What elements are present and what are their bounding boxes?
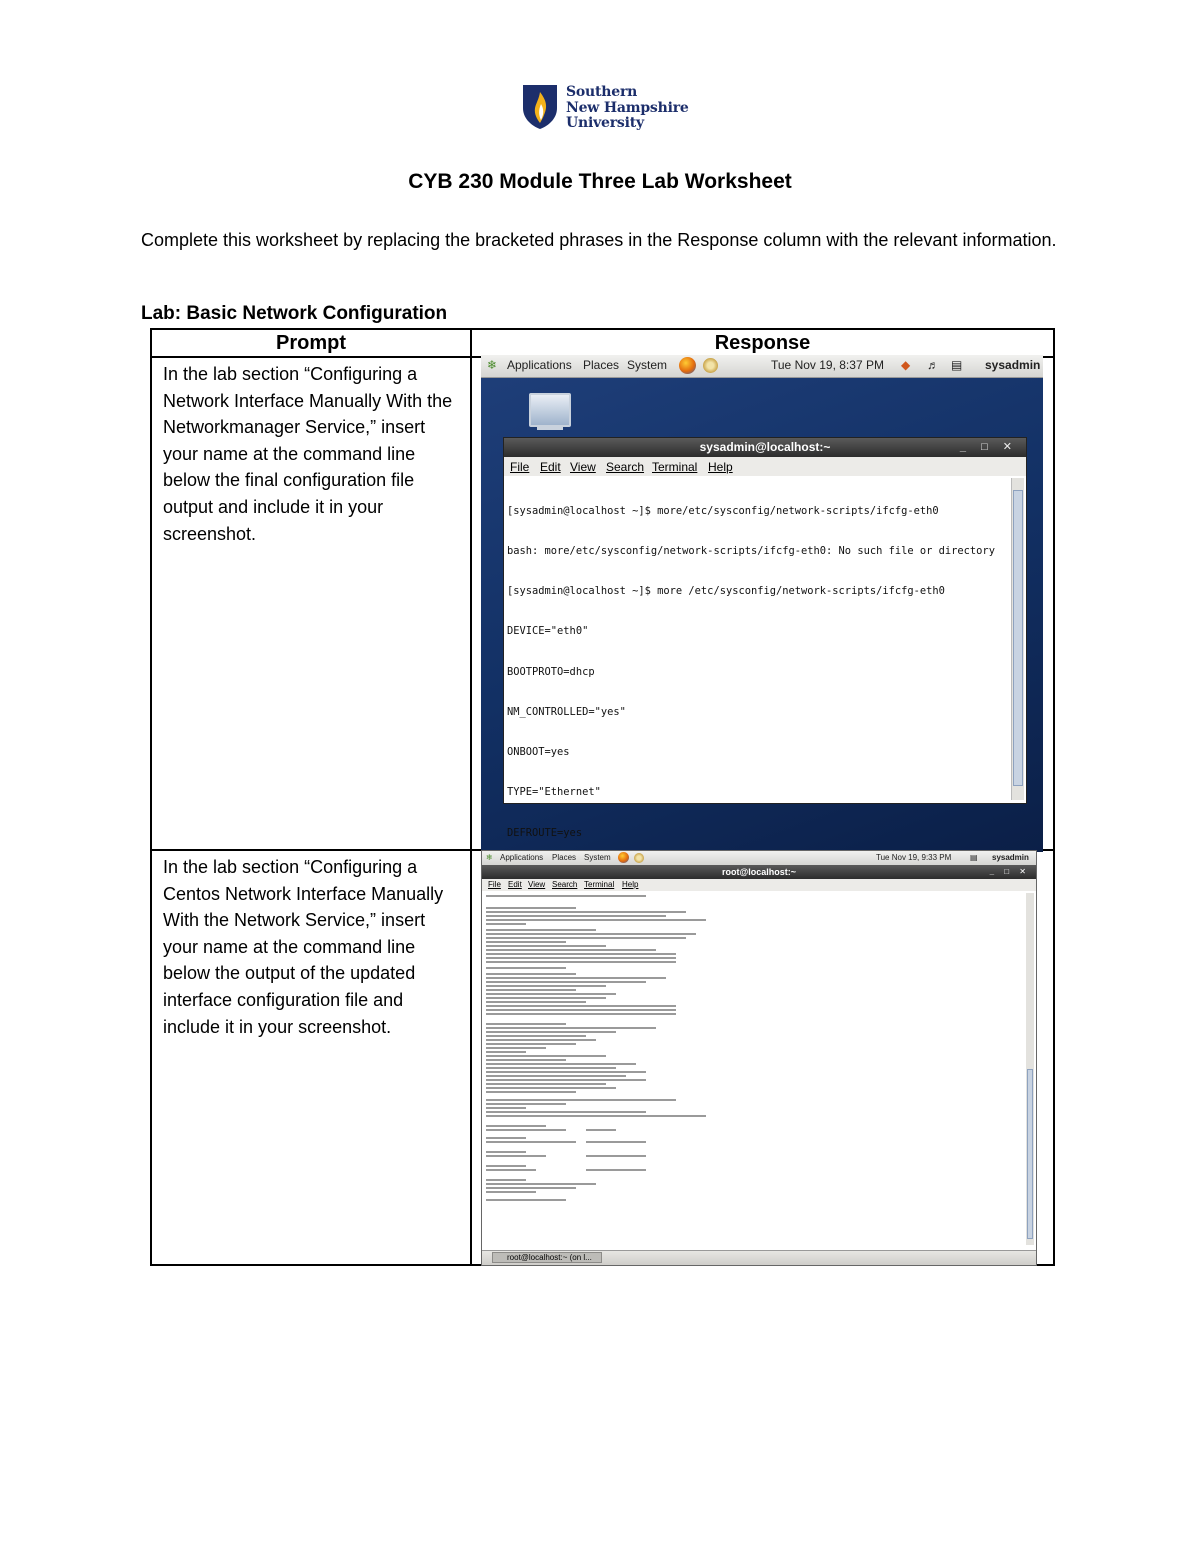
panel-user: sysadmin	[992, 853, 1029, 862]
terminal-line: ONBOOT=yes	[507, 746, 570, 759]
terminal-line: DEVICE="eth0"	[507, 625, 589, 638]
computer-desktop-icon[interactable]	[529, 393, 571, 427]
terminal-window	[503, 437, 1027, 839]
terminal-line: DEFROUTE=yes	[507, 826, 583, 839]
applications-menu[interactable]: Applications	[500, 853, 544, 862]
menu-help[interactable]: Help	[622, 880, 639, 889]
lab-heading: Lab: Basic Network Configuration	[141, 303, 448, 324]
menu-view[interactable]: View	[528, 880, 546, 889]
settings-icon[interactable]	[634, 853, 644, 863]
menu-search[interactable]: Search	[552, 880, 578, 889]
flame-shield-icon	[522, 84, 558, 130]
terminal-title: root@localhost:~	[721, 867, 797, 877]
menu-search[interactable]: Search	[606, 460, 645, 474]
response-column-header: Response	[714, 332, 811, 354]
terminal-scrollbar[interactable]	[1026, 893, 1034, 1245]
prompt-row-1: In the lab section “Configuring a Network Interface Manually With the Networkmanager Service,” insert your name at the command line below the final configuration file output and include it in your screenshot.	[163, 364, 453, 544]
prompt-column-header: Prompt	[276, 332, 346, 354]
window-controls[interactable]: _ □ ✕	[959, 441, 1018, 453]
menu-view[interactable]: View	[570, 460, 596, 474]
column-divider	[470, 330, 472, 1264]
terminal-titlebar	[504, 438, 1026, 457]
update-icon: ◆	[901, 358, 911, 372]
network-icon: ▤	[951, 358, 963, 372]
illegible-text-lines	[486, 893, 1006, 1245]
network-icon: ▤	[970, 853, 978, 862]
logo-line-3: University	[566, 115, 644, 131]
menu-terminal[interactable]: Terminal	[584, 880, 615, 889]
firefox-icon[interactable]	[618, 852, 629, 863]
terminal-line: BOOTPROTO=dhcp	[507, 665, 595, 678]
gnome-bottom-panel	[482, 1250, 1036, 1265]
volume-icon: ♬	[927, 358, 939, 372]
places-menu[interactable]: Places	[583, 358, 620, 372]
terminal-line: [sysadmin@localhost ~]$ more/etc/sysconfig/network-scripts/ifcfg-eth0	[507, 504, 939, 517]
menu-edit[interactable]: Edit	[540, 460, 561, 474]
intro-paragraph: Complete this worksheet by replacing the bracketed phrases in the Response column with the relevant information.	[141, 230, 1057, 250]
document-title: CYB 230 Module Three Lab Worksheet	[408, 170, 792, 193]
terminal-menubar	[504, 457, 1026, 476]
menu-terminal[interactable]: Terminal	[652, 460, 698, 474]
terminal-line: NM_CONTROLLED="yes"	[507, 705, 626, 718]
places-menu[interactable]: Places	[552, 853, 577, 862]
gnome-top-panel	[482, 851, 1036, 866]
panel-clock: Tue Nov 19, 8:37 PM	[771, 358, 884, 372]
applications-icon: ❄	[487, 358, 498, 372]
terminal-line: bash: more/etc/sysconfig/network-scripts/ifcfg-eth0: No such file or directory	[507, 545, 995, 558]
logo-line-2: New Hampshire	[566, 99, 689, 116]
gnome-top-panel	[481, 355, 1043, 378]
logo-line-1: Southern	[566, 84, 638, 100]
terminal-titlebar	[482, 865, 1036, 879]
menu-help[interactable]: Help	[708, 460, 733, 474]
menu-file[interactable]: File	[488, 880, 501, 889]
screenshot-networkmanager	[481, 355, 1043, 852]
panel-clock: Tue Nov 19, 9:33 PM	[876, 853, 952, 862]
settings-icon[interactable]	[703, 358, 718, 373]
firefox-icon[interactable]	[679, 357, 696, 374]
taskbar-terminal-item[interactable]: root@localhost:~ (on l...	[492, 1252, 602, 1263]
computer-icon-base	[537, 425, 563, 430]
menu-edit[interactable]: Edit	[508, 880, 522, 889]
terminal-output-illegible[interactable]	[486, 893, 1021, 1245]
prompt-row-2: In the lab section “Configuring a Centos Network Interface Manually With the Network Service,” insert your name at the command line below the output of the updated interface configuration file and include it in your screenshot.	[163, 857, 444, 1037]
terminal-scrollbar[interactable]	[1011, 478, 1024, 800]
scrollbar-thumb[interactable]	[1027, 1069, 1033, 1239]
system-menu[interactable]: System	[584, 853, 611, 862]
window-controls[interactable]: _ □ ✕	[989, 867, 1030, 876]
menu-file[interactable]: File	[510, 460, 530, 474]
terminal-menubar	[482, 879, 1036, 891]
scrollbar-thumb[interactable]	[1013, 490, 1023, 786]
screenshot-network-service	[481, 850, 1037, 1266]
panel-user: sysadmin	[985, 358, 1041, 372]
terminal-title: sysadmin@localhost:~	[699, 440, 831, 454]
text-line-bars	[486, 895, 706, 1201]
applications-menu[interactable]: Applications	[507, 358, 572, 372]
terminal-line: TYPE="Ethernet"	[507, 786, 601, 799]
university-logo	[522, 84, 692, 134]
system-menu[interactable]: System	[627, 358, 668, 372]
applications-icon: ❄	[486, 853, 493, 862]
logo-wordmark	[566, 85, 689, 132]
terminal-line: [sysadmin@localhost ~]$ more /etc/sysconfig/network-scripts/ifcfg-eth0	[507, 585, 945, 598]
